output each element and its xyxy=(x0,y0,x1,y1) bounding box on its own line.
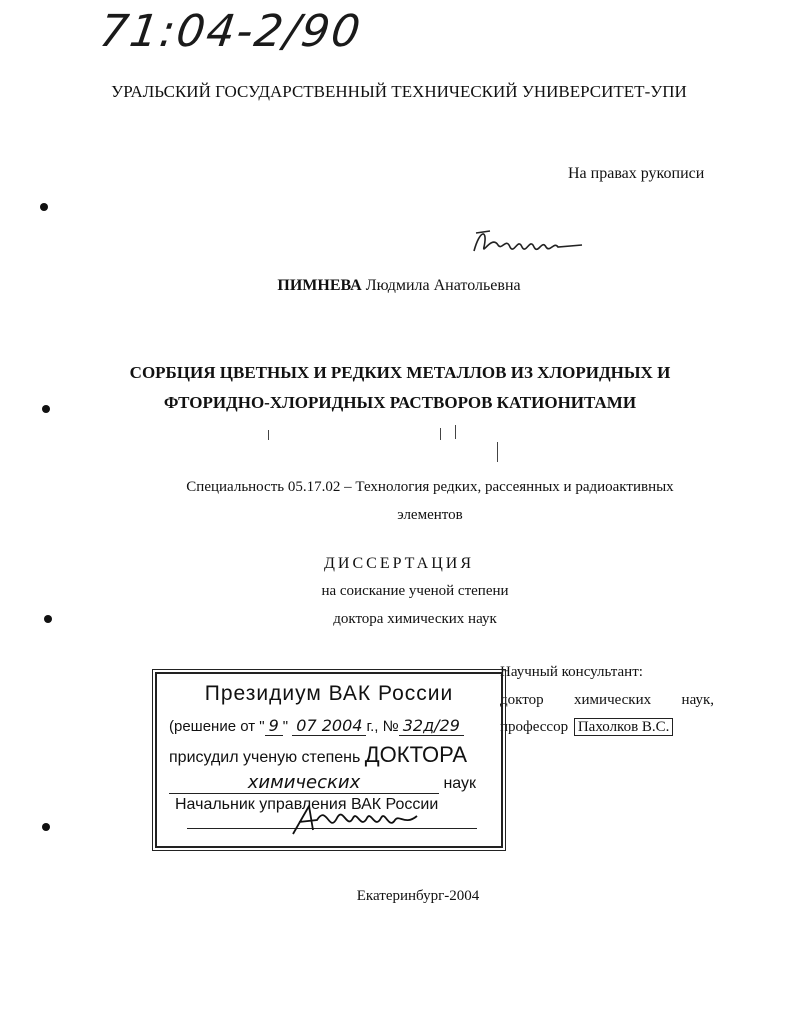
university-name: УРАЛЬСКИЙ ГОСУДАРСТВЕННЫЙ ТЕХНИЧЕСКИЙ УНИВЕРСИТЕТ-УПИ xyxy=(111,82,687,101)
scan-artifact xyxy=(268,430,269,440)
dissertation-label: ДИССЕРТАЦИЯ xyxy=(324,555,474,572)
binding-mark xyxy=(40,203,48,211)
degree-line-1: на соискание ученой степени xyxy=(321,583,509,599)
consultant-degree-word-3: наук, xyxy=(681,692,715,708)
title-line-1: СОРБЦИЯ ЦВЕТНЫХ И РЕДКИХ МЕТАЛЛОВ ИЗ ХЛОРИДНЫХ И xyxy=(129,363,671,382)
vak-stamp xyxy=(155,672,503,848)
stamp-decision xyxy=(169,716,464,735)
consultant-row xyxy=(500,719,673,736)
specialty-line-1: Специальность 05.17.02 – Технология редких, рассеянных и радиоактивных xyxy=(186,479,674,495)
binding-mark xyxy=(42,405,50,413)
city-year: Екатеринбург-2004 xyxy=(356,888,480,904)
consultant-label: Научный консультант: xyxy=(500,664,643,680)
stamp-field-row xyxy=(169,772,476,794)
stamp-awarded xyxy=(169,742,467,768)
stamp-month-year: 07 2004 xyxy=(292,716,366,736)
archive-number: 71:04-2/90 xyxy=(96,6,366,57)
stamp-science: наук xyxy=(443,775,477,792)
stamp-suffix: г., № xyxy=(366,718,399,735)
stamp-field: химических xyxy=(169,772,439,794)
binding-mark xyxy=(42,823,50,831)
author-signature xyxy=(470,225,590,264)
title-line-2: ФТОРИДНО-ХЛОРИДНЫХ РАСТВОРОВ КАТИОНИТАМИ xyxy=(163,393,637,412)
consultant-title: профессор xyxy=(500,719,569,735)
author-name xyxy=(0,277,798,295)
stamp-header: Президиум ВАК России xyxy=(204,682,454,705)
manuscript-rights: На правах рукописи xyxy=(568,165,705,182)
stamp-day: 9 xyxy=(265,716,283,736)
binding-mark xyxy=(44,615,52,623)
scan-artifact xyxy=(497,442,498,462)
consultant-degree xyxy=(500,692,714,709)
author-surname: ПИМНЕВА xyxy=(277,277,362,294)
dissertation-title xyxy=(100,358,700,418)
stamp-number: 32д/29 xyxy=(399,716,464,736)
stamp-awarded-prefix: присудил ученую степень xyxy=(169,749,361,766)
stamp-degree: ДОКТОРА xyxy=(364,742,468,767)
consultant-degree-word-2: химических xyxy=(574,692,652,708)
stamp-quote: " xyxy=(282,718,289,735)
stamp-signature xyxy=(287,800,427,845)
scan-artifact xyxy=(455,425,456,439)
specialty xyxy=(160,473,700,529)
scan-artifact xyxy=(440,428,441,440)
degree-line-2: доктора химических наук xyxy=(333,611,497,627)
consultant-name: Пахолков В.С. xyxy=(574,718,674,736)
author-given-names: Людмила Анатольевна xyxy=(365,277,521,294)
specialty-line-2: элементов xyxy=(397,507,463,523)
stamp-head: Начальник управления ВАК России xyxy=(175,796,439,813)
stamp-decision-prefix: (решение от " xyxy=(169,718,265,735)
consultant-degree-word-1: доктор xyxy=(500,692,544,708)
